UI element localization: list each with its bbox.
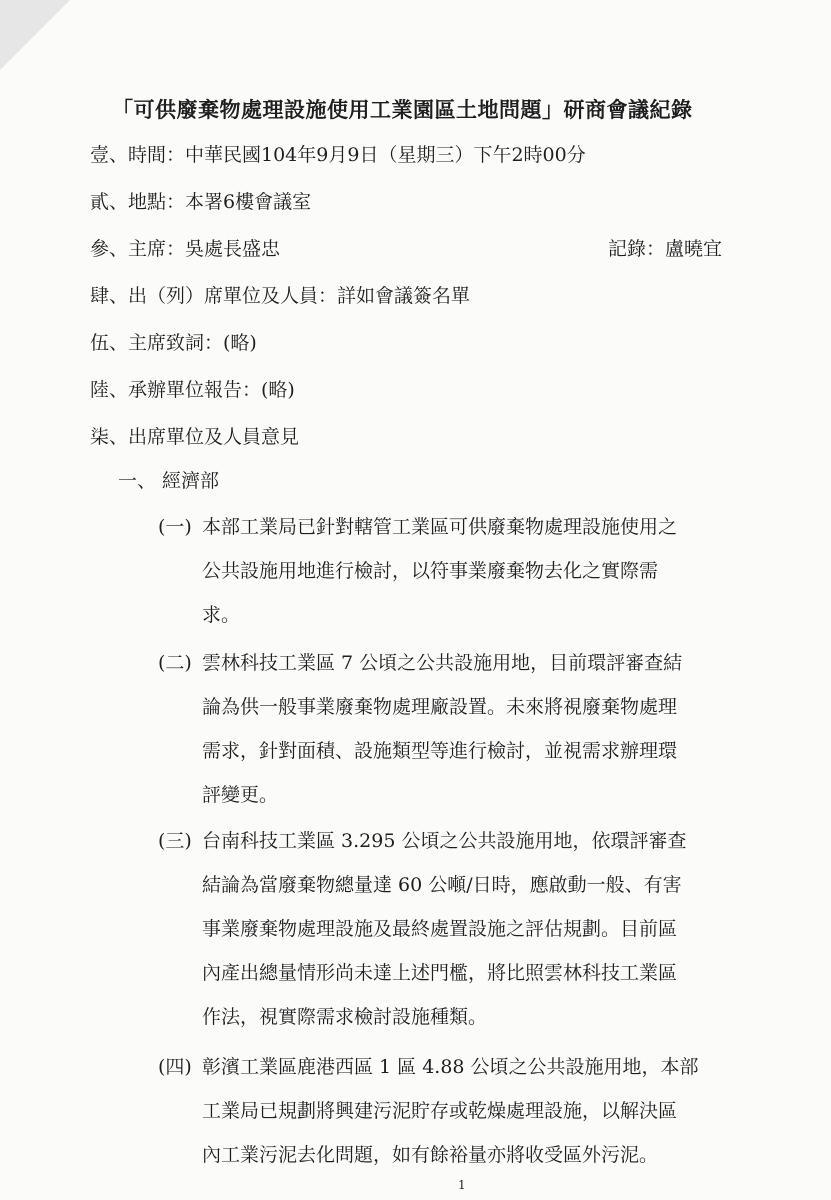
item-line: 內產出總量情形尚未達上述門檻，將比照雲林科技工業區	[202, 962, 678, 984]
item-line: 評變更。	[202, 784, 279, 806]
item-line: 需求，針對面積、設施類型等進行檢討，並視需求辦理環	[202, 740, 678, 762]
section-report: 陸、承辦單位報告：(略)	[90, 379, 295, 401]
section-opinions: 柒、出席單位及人員意見	[90, 426, 300, 448]
item-line: 求。	[202, 604, 241, 626]
item-line: 論為供一般事業廢棄物處理廠設置。未來將視廢棄物處理	[202, 696, 678, 718]
item-number: (三)	[158, 830, 192, 852]
item-line: 台南科技工業區 3.295 公頃之公共設施用地，依環評審查	[202, 830, 687, 852]
item-number: (一)	[158, 516, 192, 538]
item-line: 工業局已規劃將興建污泥貯存或乾燥處理設施，以解決區	[202, 1100, 678, 1122]
page-number: 1	[458, 1178, 466, 1192]
item-line: 公共設施用地進行檢討，以符事業廢棄物去化之實際需	[202, 560, 659, 582]
recorder: 記錄：盧曉宜	[608, 238, 723, 260]
document-title: 「可供廢棄物處理設施使用工業園區土地問題」研商會議紀錄	[112, 97, 693, 122]
section-chair-speech: 伍、主席致詞：(略)	[90, 332, 257, 354]
section-chair: 參、主席：吳處長盛忠	[90, 238, 281, 260]
item-line: 內工業污泥去化問題，如有餘裕量亦將收受區外污泥。	[202, 1144, 659, 1166]
section-location: 貳、地點：本署6樓會議室	[90, 191, 312, 213]
org-heading: 一、 經濟部	[118, 470, 220, 492]
item-line: 作法，視實際需求檢討設施種類。	[202, 1006, 488, 1028]
item-line: 雲林科技工業區 7 公頃之公共設施用地，目前環評審查結	[202, 652, 683, 674]
item-number: (二)	[158, 652, 192, 674]
folded-corner	[0, 0, 70, 70]
section-time: 壹、時間：中華民國104年9月9日（星期三）下午2時00分	[90, 144, 586, 166]
item-line: 本部工業局已針對轄管工業區可供廢棄物處理設施使用之	[202, 516, 678, 538]
section-attendees: 肆、出（列）席單位及人員：詳如會議簽名單	[90, 285, 471, 307]
item-line: 彰濱工業區鹿港西區 1 區 4.88 公頃之公共設施用地，本部	[202, 1056, 699, 1078]
item-line: 結論為當廢棄物總量達 60 公噸/日時，應啟動一般、有害	[202, 874, 682, 896]
item-number: (四)	[158, 1056, 192, 1078]
item-line: 事業廢棄物處理設施及最終處置設施之評估規劃。目前區	[202, 918, 678, 940]
